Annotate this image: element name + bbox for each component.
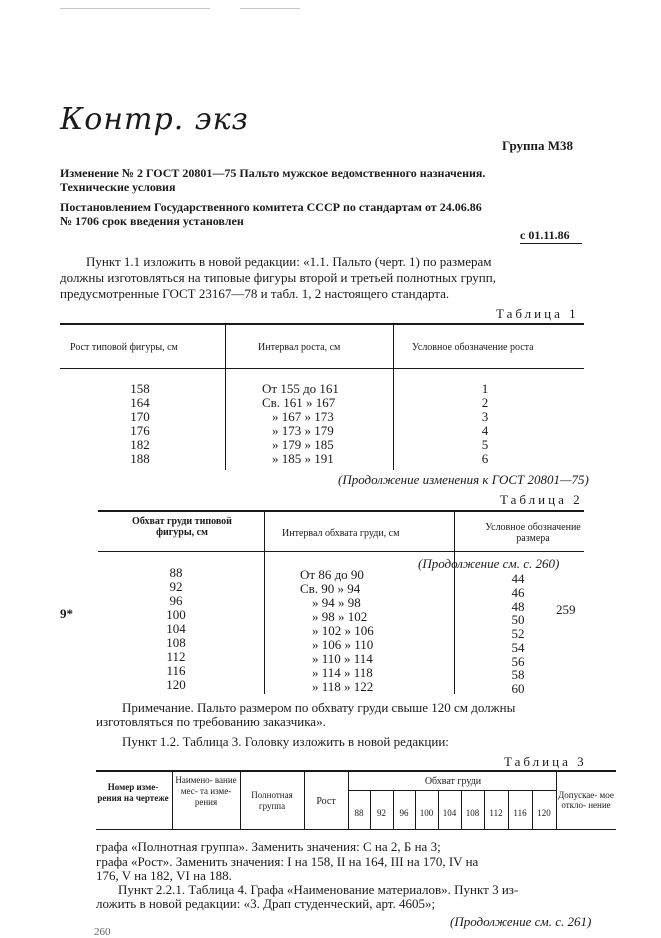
table1-cell: » 167 » 173 [272, 409, 334, 424]
footer-page-number: 260 [94, 926, 111, 938]
paragraph-line: Пункт 1.1 изложить в новой редакции: «1.1. Пальто (черт. 1) по размерам [86, 254, 492, 269]
group-code: Группа М38 [502, 138, 574, 153]
table2-cell: » 114 » 118 [312, 665, 373, 680]
table3-header: Наимено- вание мес- та изме- рения [175, 775, 237, 807]
paragraph-line: Пункт 2.2.1. Таблица 4. Графа «Наименование материалов». Пункт 3 из- [118, 882, 519, 897]
note-line: Примечание. Пальто размером по обхвату груди свыше 120 см должны [122, 700, 516, 715]
table1-cell: 3 [481, 409, 489, 424]
note-line: изготовляться по требованию заказчика». [96, 714, 326, 729]
decree-line: Постановлением Государственного комитета СССР по стандартам от 24.06.86 [60, 200, 482, 214]
table2-cell: 52 [511, 626, 525, 641]
top-scan-mark [60, 8, 210, 9]
table2-cell: » 102 » 106 [312, 623, 374, 638]
table2-cell: 96 [169, 593, 183, 608]
paragraph-line: 176, V на 182, VI на 188. [96, 868, 232, 883]
table3-size: 116 [513, 808, 527, 818]
table3-size: 96 [399, 808, 409, 818]
table3-subheader-rule [348, 790, 556, 791]
table2-cell: » 94 » 98 [312, 595, 361, 610]
table1-header-col2: Интервал роста, см [258, 342, 341, 353]
table2-cell: 50 [511, 612, 525, 627]
handwritten-annotation: Контр. экз [60, 102, 249, 137]
table3-label: Таблица 3 [504, 754, 587, 769]
table3-divider [240, 772, 241, 829]
table2-cell: » 110 » 114 [312, 651, 373, 666]
change-title: Изменение № 2 ГОСТ 20801—75 Пальто мужское ведомственного назначения. [60, 166, 486, 180]
table2-cell: 58 [511, 667, 525, 682]
change-title-2: Технические условия [60, 180, 176, 194]
table1-cell: 182 [130, 437, 150, 452]
table2-cell: 116 [166, 663, 186, 678]
table3-size: 104 [442, 808, 457, 818]
table2-cell: 48 [511, 599, 525, 614]
table2-label: Таблица 2 [500, 492, 583, 507]
table1-cell: 176 [130, 423, 150, 438]
table3-divider [172, 772, 173, 829]
table1-header-col1: Рост типовой фигуры, см [70, 342, 178, 353]
table3-top-rule [96, 770, 616, 772]
table1-divider [393, 325, 394, 470]
table1-top-rule [60, 323, 584, 325]
table2-cell: » 118 » 122 [312, 679, 374, 694]
table1-cell: 6 [481, 451, 489, 466]
top-scan-mark-2 [240, 8, 300, 9]
table1-cell: 164 [130, 395, 150, 410]
decree-line-2: № 1706 срок введения установлен [60, 214, 244, 228]
page-mark-right: 259 [556, 602, 576, 617]
table3-size: 108 [465, 808, 480, 818]
table1-cell: » 173 » 179 [272, 423, 334, 438]
table1-cell: 188 [130, 451, 150, 466]
table2-cell: 54 [511, 640, 525, 655]
table2-cell: От 86 до 90 [300, 567, 364, 582]
table3-bottom-rule [96, 829, 616, 830]
table2-header-col1: Обхват груди типовой фигуры, см [132, 516, 232, 538]
table1-cell: 158 [130, 381, 150, 396]
table1-cell: » 185 » 191 [272, 451, 334, 466]
table2-cell: 104 [166, 621, 186, 636]
table2-cell: » 98 » 102 [312, 609, 368, 624]
table1-header-col3: Условное обозначение роста [412, 342, 534, 353]
table3-divider [556, 772, 557, 829]
table2-cell: 92 [169, 579, 183, 594]
paragraph-line: графа «Рост». Заменить значения: I на 158, II на 164, III на 170, IV на [96, 854, 479, 869]
table1-header-rule [60, 368, 584, 369]
table3-header: Номер изме- рения на чертеже [97, 782, 169, 803]
table1-label: Таблица 1 [496, 306, 579, 321]
table1-cell: 5 [481, 437, 489, 452]
table2-header-rule [98, 551, 584, 552]
paragraph-line: ложить в новой редакции: «3. Драп студенческий, арт. 4605»; [96, 896, 436, 911]
table2-cell: 108 [166, 635, 186, 650]
table1-cell: » 179 » 185 [272, 437, 334, 452]
table1-cell: 1 [481, 381, 489, 396]
effective-date: с 01.11.86 [520, 228, 570, 242]
table2-cell: 100 [166, 607, 186, 622]
table3-size: 100 [419, 808, 434, 818]
continuation-overlay: (Продолжение см. с. 260) [418, 556, 560, 571]
table2-cell: » 106 » 110 [312, 637, 374, 652]
paragraph-line: предусмотренные ГОСТ 23167—78 и табл. 1, 2 настоящего стандарта. [60, 286, 450, 301]
table2-cell: 44 [511, 571, 525, 586]
table3-size: 92 [377, 808, 386, 818]
table1-divider [225, 325, 226, 470]
table2-top-rule [98, 510, 584, 512]
table2-cell: 120 [166, 677, 186, 692]
table2-cell: 46 [511, 585, 525, 600]
table2-header-col2: Интервал обхвата груди, см [282, 528, 400, 539]
table3-size: 120 [537, 808, 551, 818]
table2-cell: 88 [169, 565, 183, 580]
table2-cell: 60 [511, 681, 525, 696]
table3-header: Рост [316, 796, 336, 807]
table2-cell: 112 [166, 649, 186, 664]
table2-cell: Св. 90 » 94 [300, 581, 361, 596]
table3-divider [348, 772, 349, 829]
table3-header: Полнотная группа [251, 790, 293, 811]
table2-divider [454, 512, 455, 694]
table3-size: 112 [489, 808, 503, 818]
paragraph-line: должны изготовляться на типовые фигуры второй и третьей полнотных групп, [60, 270, 496, 285]
table1-cell: Св. 161 » 167 [262, 395, 336, 410]
table3-size: 88 [354, 808, 364, 818]
continuation-note: (Продолжение изменения к ГОСТ 20801—75) [338, 472, 589, 487]
table1-cell: 4 [481, 423, 489, 438]
date-underline [520, 243, 582, 244]
paragraph-line: графа «Полнотная группа». Заменить значения: С на 2, Б на 3; [96, 839, 441, 854]
table1-cell: 2 [481, 395, 489, 410]
table2-cell: 56 [511, 654, 525, 669]
page-mark-left: 9* [60, 606, 73, 621]
table3-header: Обхват груди [424, 776, 482, 787]
continuation-bottom: (Продолжение см. с. 261) [450, 914, 592, 929]
table1-cell: 170 [130, 409, 150, 424]
paragraph-line: Пункт 1.2. Таблица 3. Головку изложить в новой редакции: [122, 734, 449, 749]
table1-cell: От 155 до 161 [262, 381, 339, 396]
table3-header: Допускае- мое откло- нение [558, 790, 614, 810]
table2-divider [264, 512, 265, 694]
table2-header-col3: Условное обозначение размера [485, 522, 581, 544]
